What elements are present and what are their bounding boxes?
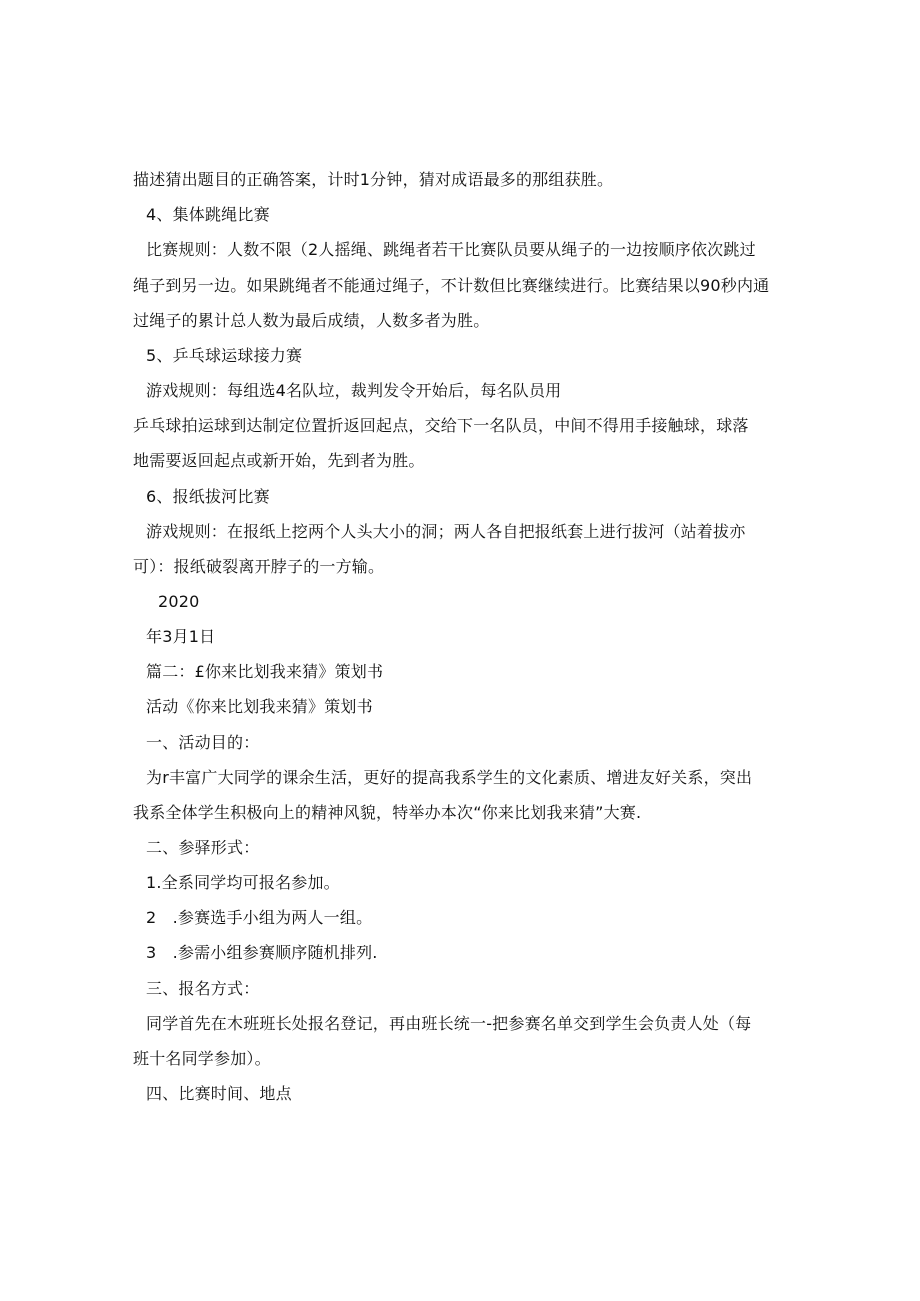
section-heading-newspaper-tug: 6、报纸拔河比赛: [146, 487, 270, 506]
text-line-5: 过绳子的累计总人数为最后成绩，人数多者为胜。: [133, 311, 490, 330]
section-heading-registration: 三、报名方式：: [146, 979, 260, 998]
section-heading-purpose: 一、活动目的：: [146, 733, 260, 752]
text-line-1: 描述猜出题目的正确答案，计时1分钟，猜对成语最多的那组获胜。: [133, 170, 614, 189]
text-line-9: 地需要返回起点或新开始，先到者为胜。: [133, 451, 425, 470]
date-year: 2020: [158, 592, 200, 611]
list-item-2: 2 .参赛选手小组为两人一组。: [146, 908, 373, 927]
text-line-18: 为r丰富广大同学的课余生活，更好的提高我系学生的文化素质、增进友好关系，突出: [146, 768, 753, 787]
text-line-26: 班十名同学参加）。: [133, 1049, 271, 1068]
section-heading-rope-skipping: 4、集体跳绳比赛: [146, 205, 270, 224]
text-line-7: 游戏规则：每组选4名队垃，裁判发令开始后，每名队员用: [146, 381, 562, 400]
plan-title: 活动《你来比划我来猜》策划书: [146, 697, 373, 716]
list-item-3: 3 .参需小组参赛顺序随机排列.: [146, 943, 378, 962]
text-line-11: 游戏规则：在报纸上挖两个人头大小的洞；两人各自把报纸套上进行拔河（站着拔亦: [146, 522, 746, 541]
chapter-two-heading: 篇二：£你来比划我来猜》策划书: [146, 662, 384, 681]
text-line-4: 绳子到另一边。如果跳绳者不能通过绳子，不计数但比赛继续进行。比赛结果以90秒内通: [133, 276, 770, 295]
list-item-1: 1.全系同学均可报名参加。: [146, 873, 340, 892]
text-line-25: 同学首先在木班班长处报名登记，再由班长统一-把参赛名单交到学生会负责人处（每: [146, 1014, 752, 1033]
text-line-3: 比赛规则：人数不限（2人摇绳、跳绳者若干比赛队员要从绳子的一边按顺序依次跳过: [146, 240, 756, 259]
text-line-12: 可）：报纸破裂离开脖子的一方输。: [133, 557, 385, 576]
date-month-day: 年3月1日: [146, 627, 216, 646]
section-heading-table-tennis: 5、乒乓球运球接力赛: [146, 346, 303, 365]
text-line-19: 我系全体学生积极向上的精神风貌，特举办本次“你来比划我来猜”大赛.: [133, 803, 642, 822]
text-line-8: 乒乓球拍运球到达制定位置折返回起点，交给下一名队员，中间不得用手接触球，球落: [133, 416, 749, 435]
section-heading-time-place: 四、比赛时间、地点: [146, 1084, 292, 1103]
section-heading-format: 二、参驿形式：: [146, 838, 260, 857]
